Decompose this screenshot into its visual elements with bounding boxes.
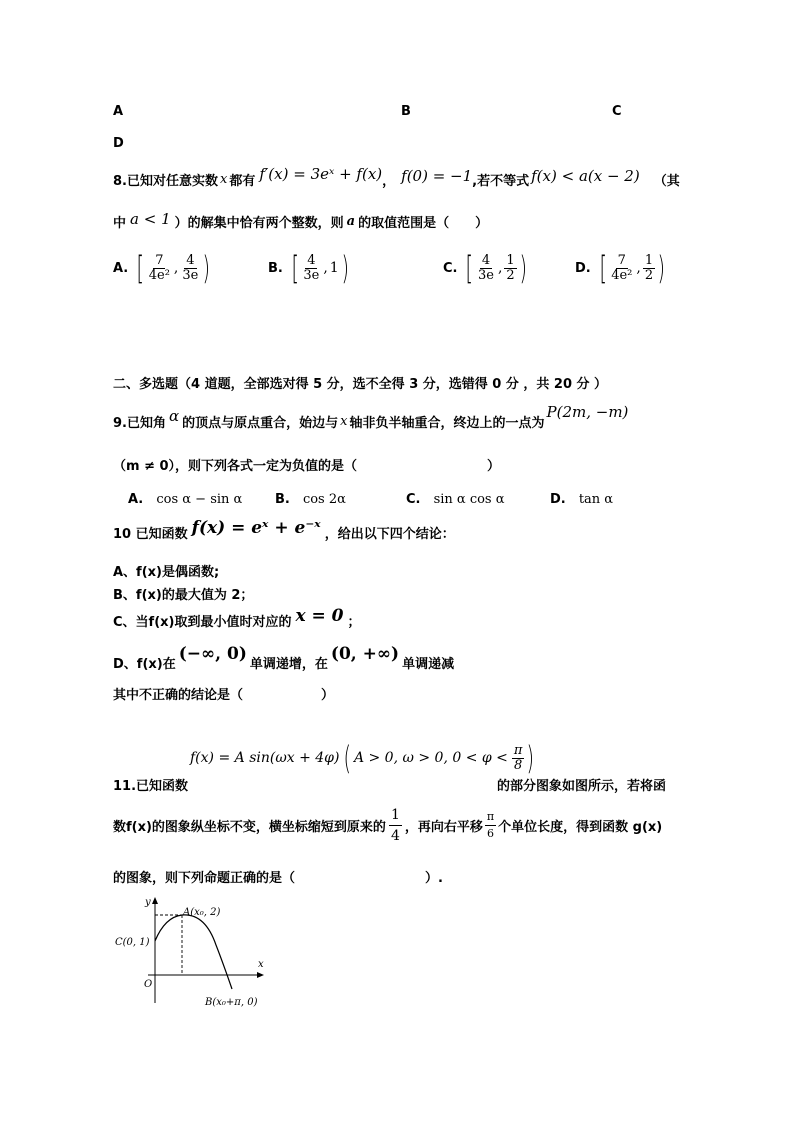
q11-condition: A > 0, ω > 0, 0 < φ < [353,750,508,766]
q9-x: x [340,414,348,429]
q8-line2-a: 中 [113,216,127,231]
q8-paren-open: （其 [653,174,680,189]
q10-d-suf: 单调递减 [402,656,455,672]
q8-formula-derivative: f′(x) = 3eˣ + f(x) [259,164,383,183]
fraction [643,254,655,283]
q9-option-b [275,488,346,507]
q9-option-a-expr: cos α − sin α [156,492,243,507]
question-8-line2 [113,209,489,231]
q9-option-a [128,488,242,507]
denominator: 2 [506,267,515,283]
denominator: 8 [514,757,523,773]
numerator: π [513,742,523,758]
q9-option-b-label: B. [275,492,290,507]
q8-option-c-label: C. [443,260,458,276]
y-axis-label: y [145,897,151,908]
numerator: 7 [617,252,626,268]
option-b-label: B [401,104,411,119]
left-bracket: [ [136,249,145,287]
q8-option-c [443,249,529,287]
denominator: 3e [477,267,494,283]
q9-option-a-label: A. [128,492,144,507]
right-bracket: ) [519,249,527,287]
q9-option-c [406,488,505,507]
question-10-line1 [113,518,455,542]
point-a-label: A(x₀, 2) [183,907,221,918]
numerator: 7 [155,252,164,268]
fraction [609,254,634,283]
point-b-label: B(x₀+π, 0) [205,997,258,1008]
option-a-label: A [113,104,124,119]
q11-line2-a: 数f(x)的图象纵坐标不变，横坐标缩短到原来的 [113,820,386,835]
denominator: 6 [486,827,494,840]
q11-frac-quarter [389,805,402,846]
q8-all-have: 都有 [229,174,256,189]
q11-prefix: 11.已知函数 [113,779,189,794]
q10-prefix: 10 已知函数 [113,526,188,542]
q11-line2-c: 个单位长度，得到函数 g(x) [498,820,663,835]
q8-option-d [575,249,668,287]
option-c-label: C [612,104,622,119]
numerator: 1 [389,805,402,826]
y-axis-arrow [152,897,158,904]
denominator: 2 [644,267,654,283]
numerator: 4 [481,252,491,268]
q9-text2: 的顶点与原点重合，始边与 [182,416,339,431]
denominator: 4e² [148,267,170,283]
q10-suffix: ，给出以下四个结论： [324,526,455,542]
denominator: 3e [182,267,199,283]
q9-text1: 9.已知角 [113,416,166,431]
q8-option-a-label: A. [113,260,129,276]
q11-line2 [113,805,662,846]
q8-option-a [113,249,213,287]
x-axis-arrow [257,972,264,978]
q9-option-d-expr: tan α [578,492,614,507]
q8-comma: ， [382,174,396,189]
fraction [476,254,496,283]
denominator: 3e [303,267,320,283]
q9-alpha: α [168,406,180,425]
q11-formula-row [190,739,537,777]
q9-option-d-label: D. [550,492,566,507]
q9-option-c-label: C. [406,492,421,507]
q10-d-interval1: (−∞, 0) [178,644,247,664]
left-bracket: [ [465,249,474,287]
comma: , [173,260,179,276]
q8-option-b [268,249,351,287]
q9-option-c-expr: sin α cos α [433,492,505,507]
q10-d-pre: D、f(x)在 [113,656,176,672]
denominator: 4 [390,828,400,844]
q8-formula-inequality: f(x) < a(x − 2) [531,166,640,185]
question-8-line1 [113,164,680,189]
fraction [301,254,321,283]
fraction [147,254,172,283]
q10-statement-d [113,644,455,672]
q8-line2-b: ）的解集中恰有两个整数，则 [174,216,344,231]
q9-option-b-expr: cos 2α [302,492,346,507]
q8-a-var: a [346,214,356,229]
right-bracket: ) [341,249,349,287]
q11-paren-left: ( [343,739,352,777]
q8-x: x [219,172,228,187]
q11-suffix: 的部分图象如图所示，若将函 [497,779,667,794]
q10-c-formula: x = 0 [295,606,344,626]
q8-option-d-label: D. [575,260,591,276]
q11-line2-b: ，再向右平移 [404,820,483,835]
comma: , [636,260,641,276]
q10-c-suf: ； [347,614,361,630]
point-c-label: C(0, 1) [115,937,150,948]
x-axis-label: x [258,959,264,970]
q11-pi-over-8 [512,744,525,773]
q10-formula: f(x) = eˣ + e⁻ˣ [191,518,321,538]
right-bracket: ) [657,249,666,287]
q8-formula-f0: f(0) = −1 [401,166,473,185]
q10-ask: 其中不正确的结论是（ ） [113,688,335,703]
section-heading: 二、多选题（4 道题，全部选对得 5 分，选不全得 3 分，选错得 0 分 ，共 20 分 ） [113,377,608,392]
q9-line2: （m ≠ 0），则下列各式一定为负值的是（ ） [113,459,501,474]
numerator: 1 [644,252,654,268]
option-d-label: D [113,136,124,151]
q8-option-b-label: B. [268,260,283,276]
q8-prefix: 8.已知对任意实数 [113,174,218,189]
left-bracket: [ [599,249,607,287]
numerator: 1 [506,252,515,268]
numerator: 4 [186,252,195,268]
question-9-line1 [113,402,629,431]
q9-text3: 轴非负半轴重合，终边上的一点为 [349,416,545,431]
q11-paren-right: ) [526,739,535,777]
q8-condition: ,若不等式 [472,174,530,189]
q10-c-pre: C、当f(x)取到最小值时对应的 [113,614,292,630]
q10-d-mid: 单调递增，在 [249,656,328,672]
comma: , [323,260,328,276]
q9-point: P(2m, −m) [546,402,629,421]
comma: , [497,260,503,276]
numerator: 4 [307,252,316,268]
q11-frac-pi6 [485,809,496,842]
q10-d-interval2: (0, +∞) [330,644,400,664]
left-bracket: [ [291,249,299,287]
q11-line3: 的图象，则下列命题正确的是（ ）. [113,871,443,886]
q8-formula-a-lt-1: a < 1 [130,209,171,228]
q10-statement-a: A、f(x)是偶函数; [113,565,220,580]
numerator: π [485,809,496,826]
value-one: 1 [329,260,339,276]
q10-statement-c [113,606,361,630]
origin-label: O [144,979,153,990]
denominator: 4e² [611,267,633,283]
function-graph [110,893,275,1008]
q10-statement-b: B、f(x)的最大值为 2； [113,588,254,603]
fraction [504,254,516,283]
q8-line2-c: 的取值范围是（ ） [358,216,489,231]
sine-curve [155,915,232,989]
right-bracket: ) [202,249,211,287]
q11-formula: f(x) = A sin(ωx + 4φ) [190,750,340,766]
q9-option-d [550,488,613,507]
fraction [180,254,200,283]
